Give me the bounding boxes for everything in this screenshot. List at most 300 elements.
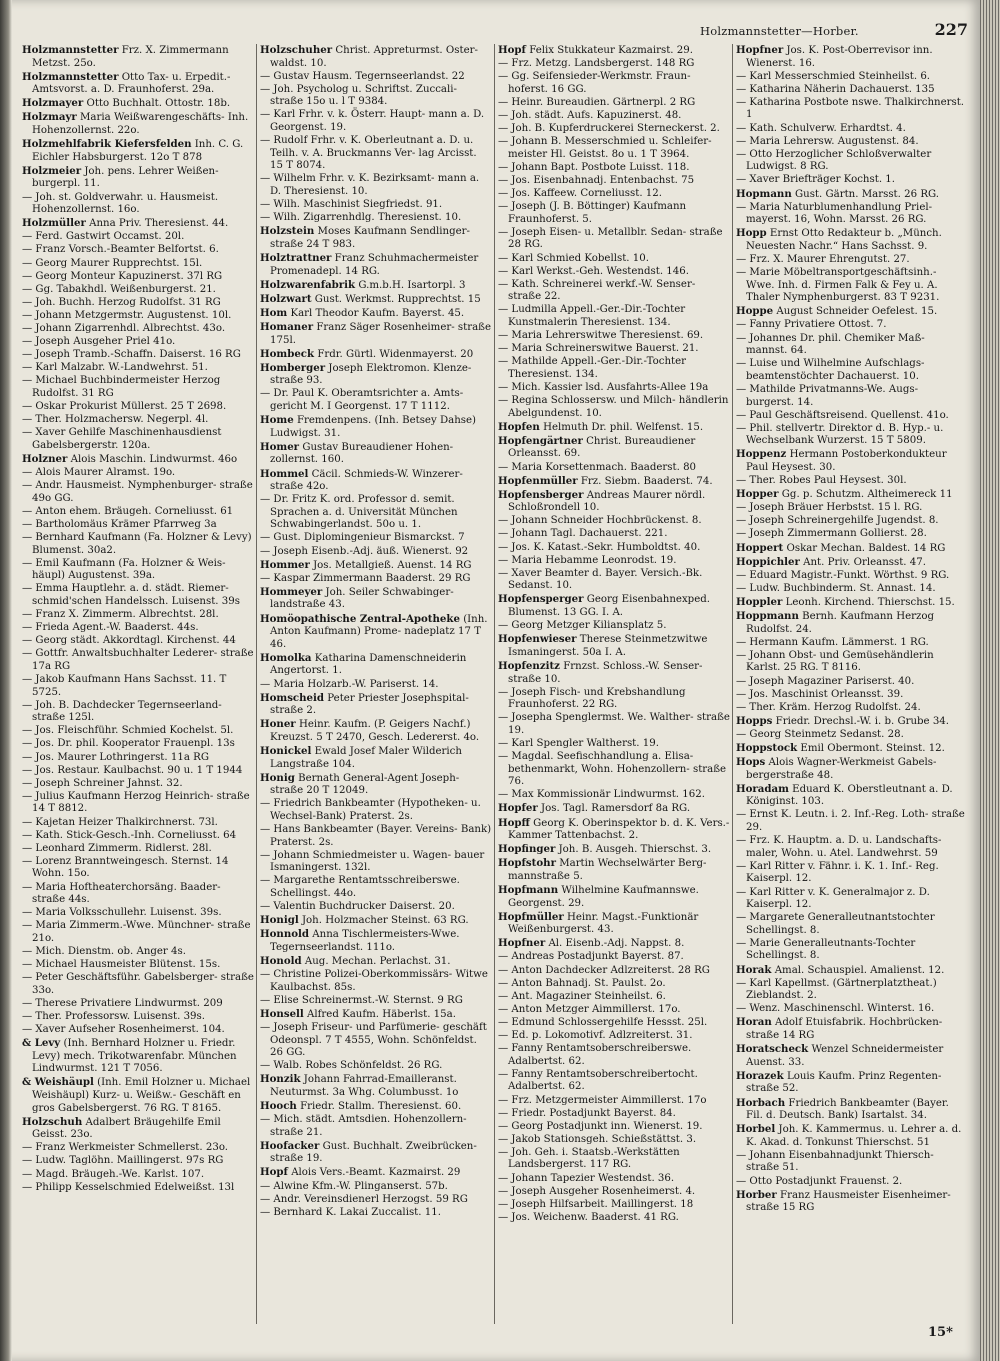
- directory-entry: [736, 783, 968, 809]
- directory-entry: [736, 938, 968, 963]
- entry-details: — Eduard Magistr.-Funkt. Wörthst. 9 RG.: [736, 569, 950, 581]
- entry-details: Alois Maschin. Lindwurmst. 46o: [70, 453, 238, 465]
- entry-details: — Valentin Buchdrucker Daiserst. 20.: [260, 901, 455, 913]
- entry-details: — Frz. K. Hauptm. a. D. u. Landschafts- maler, Wohn. u. Atel. Landwehrst. 59: [736, 835, 942, 859]
- entry-surname: Hopfen: [498, 420, 540, 433]
- column-4: [736, 44, 968, 1215]
- entry-details: Joh. Holzmacher Steinst. 63 RG.: [301, 915, 469, 927]
- entry-details: Alois Vers.-Beamt. Kazmairst. 29: [291, 1167, 461, 1179]
- entry-details: — Anton Metzger Aimmillerst. 17o.: [498, 1003, 681, 1015]
- directory-entry: [22, 1116, 254, 1142]
- entry-details: — Maria Volksschullehr. Luisenst. 39s.: [22, 907, 222, 919]
- column-divider: [256, 44, 257, 1324]
- entry-details: — Frz. X. Maurer Ehrengutst. 27.: [736, 254, 910, 265]
- entry-details: Joh. Seiler Schwabinger- landstraße 43.: [270, 586, 454, 611]
- entry-surname: Honickel: [260, 744, 312, 757]
- directory-entry: [260, 414, 492, 440]
- directory-entry: [736, 570, 968, 583]
- entry-surname: Hoppenz: [736, 448, 787, 461]
- entry-details: — Maria Hebamme Leonrodst. 19.: [498, 554, 677, 566]
- entry-details: — Karl Spengler Waltherst. 19.: [498, 737, 659, 749]
- entry-details: — Ludw. Buchbinderm. St. Annast. 14.: [736, 582, 936, 594]
- directory-entry: [736, 689, 968, 702]
- directory-entry: [498, 951, 730, 964]
- directory-entry: [260, 969, 492, 994]
- directory-entry: [736, 912, 968, 937]
- entry-details: Wenzel Schneidermeister Auenst. 33.: [746, 1044, 944, 1068]
- directory-entry: [22, 244, 254, 257]
- directory-entry: [260, 321, 492, 347]
- entry-details: Gust. Gärtn. Marsst. 26 RG.: [795, 188, 939, 200]
- directory-entry: [736, 202, 968, 227]
- entry-surname: Hopper: [736, 488, 779, 501]
- directory-entry: [260, 212, 492, 225]
- entry-details: Otto Buchhalt. Ottostr. 18b.: [86, 98, 231, 110]
- directory-entry: [260, 850, 492, 875]
- directory-entry: [736, 410, 968, 423]
- entry-details: — Johann Schmiedmeister u. Wagen- bauer Ismaningerst. 132l.: [260, 849, 485, 874]
- entry-details: — Jos. Kaffeew. Corneliusst. 12.: [498, 188, 663, 200]
- directory-entry: [736, 528, 968, 541]
- directory-entry: [498, 44, 730, 58]
- directory-entry: [498, 593, 730, 619]
- directory-entry: [260, 586, 492, 612]
- entry-details: Christ. Bureaudiener Orleansst. 69.: [508, 435, 696, 460]
- directory-entry: [498, 475, 730, 489]
- directory-entry: [498, 1030, 730, 1043]
- directory-entry: [22, 1011, 254, 1024]
- entry-details: Franz Hausmeister Eisenheimer- straße 15 RG: [746, 1189, 951, 1214]
- entry-details: — Maria Korsettenmach. Baaderst. 80: [498, 461, 697, 473]
- entry-surname: Homscheid: [260, 691, 325, 704]
- directory-entry: [498, 1121, 730, 1134]
- entry-details: — Max Kommissionär Lindwurmst. 162.: [498, 789, 705, 801]
- entry-surname: Hops: [736, 756, 766, 769]
- entry-details: Moses Kaufmann Sendlinger- straße 24 T 983.: [270, 226, 470, 250]
- entry-details: — Katharina Näherin Dachauerst. 135: [736, 83, 935, 95]
- entry-details: — Julius Kaufmann Herzog Heinrich- straße 14 T 8812.: [22, 790, 250, 815]
- entry-details: — Karl Schmied Kobellst. 10.: [498, 252, 649, 264]
- directory-entry: [22, 284, 254, 297]
- entry-details: — Michael Hausmeister Blütenst. 15s.: [22, 959, 221, 971]
- entry-details: — Fanny Rentamtsoberschreiberswe. Adalbertst. 62.: [498, 1043, 692, 1067]
- directory-entry: [498, 343, 730, 356]
- directory-entry: [498, 266, 730, 279]
- directory-entry: [260, 613, 492, 652]
- directory-entry: [260, 307, 492, 321]
- entry-surname: Home: [260, 414, 294, 427]
- entry-details: — Jos. Maurer Lothringerst. 11a RG: [22, 751, 209, 763]
- entry-details: — Josepha Spenglermst. We. Walther- straße 19.: [498, 712, 730, 736]
- directory-entry: [736, 1176, 968, 1189]
- directory-entry: [498, 136, 730, 161]
- entry-surname: & Weishäupl: [22, 1076, 94, 1089]
- directory-entry: [260, 772, 492, 798]
- entry-details: — Dr. Fritz K. ord. Professor d. semit. Sprachen a. d. Universität München Schwabingerlandst. 50o u. 1.: [260, 494, 458, 531]
- entry-details: Bernath General-Agent Joseph- straße 20 T 12049.: [270, 772, 460, 797]
- entry-details: — Kaspar Zimmermann Baaderst. 29 RG: [260, 572, 471, 584]
- directory-entry: [498, 1017, 730, 1030]
- entry-details: — Johann Tapezier Westendst. 36.: [498, 1172, 675, 1184]
- directory-entry: [22, 609, 254, 622]
- directory-entry: [260, 914, 492, 928]
- directory-entry: [736, 71, 968, 84]
- entry-details: — Georg Maurer Rupprechtst. 15l.: [22, 257, 203, 269]
- entry-details: — Johann Metzgermstr. Augustenst. 10l.: [22, 309, 232, 321]
- entry-surname: & Levy: [22, 1037, 61, 1050]
- directory-entry: [260, 692, 492, 718]
- entry-surname: Holzschuh: [22, 1115, 83, 1128]
- entry-details: — Margarethe Rentamtsschreiberswe. Schellingst. 44o.: [260, 875, 460, 899]
- entry-details: Martin Wechselwärter Berg- mannstraße 5.: [508, 858, 707, 882]
- page-stack-edge: [980, 0, 1000, 1361]
- entry-details: — Joh. städt. Aufs. Kapuzinerst. 48.: [498, 109, 682, 121]
- directory-entry: [22, 138, 254, 164]
- directory-entry: [736, 488, 968, 502]
- entry-surname: Holzmeier: [22, 164, 82, 177]
- directory-entry: [22, 725, 254, 738]
- entry-surname: Hopfer: [498, 802, 538, 815]
- directory-entry: [498, 201, 730, 226]
- entry-details: Christ. Appreturmst. Oster- waldst. 10.: [270, 45, 478, 69]
- entry-details: — Mich. städt. Amtsdien. Hohenzollern- straße 21.: [260, 1114, 467, 1138]
- entry-details: Jos. K. Post-Oberrevisor inn. Wienerst. 16.: [746, 45, 933, 69]
- directory-entry: [498, 802, 730, 816]
- entry-details: — Franz Vorsch.-Beamter Belfortst. 6.: [22, 244, 219, 256]
- directory-entry: [736, 715, 968, 729]
- directory-entry: [22, 401, 254, 414]
- entry-details: — Ther. Holzmachersw. Negerpl. 4l.: [22, 414, 209, 426]
- directory-entry: [498, 1212, 730, 1225]
- directory-entry: [22, 907, 254, 920]
- entry-surname: Holzstein: [260, 225, 315, 238]
- entry-details: — Joseph Ausgeher Rosenheimerst. 4.: [498, 1185, 696, 1197]
- entry-details: — Wenz. Maschinenschl. Winterst. 16.: [736, 1003, 935, 1015]
- directory-entry: [736, 964, 968, 978]
- directory-entry: [22, 959, 254, 972]
- directory-entry: [260, 1194, 492, 1207]
- entry-details: — Gustav Hausm. Tegernseerlandst. 22: [260, 70, 465, 82]
- directory-entry: [22, 830, 254, 843]
- entry-surname: Honzik: [260, 1073, 301, 1086]
- entry-details: — Joseph Tramb.-Schaffn. Daiserst. 16 RG: [22, 349, 241, 361]
- entry-details: — Lorenz Branntweingesch. Sternst. 14 Wohn. 15o.: [22, 855, 229, 880]
- entry-details: — Ther. Kräm. Herzog Rudolfst. 24.: [736, 701, 921, 713]
- entry-details: — Joh. B. Kupferdruckerei Sterneckerst. 2.: [498, 123, 720, 135]
- directory-entry: [736, 1043, 968, 1069]
- entry-details: Eduard K. Oberstleutnant a. D. Königinst. 103.: [746, 783, 953, 808]
- directory-entry: [260, 173, 492, 198]
- directory-entry: [736, 267, 968, 305]
- directory-entry: [498, 1199, 730, 1212]
- directory-entry: [736, 887, 968, 912]
- entry-surname: Hoppe: [736, 305, 774, 318]
- entry-surname: Horbach: [736, 1096, 786, 1109]
- entry-details: — Walb. Robes Schönfeldst. 26 RG.: [260, 1060, 443, 1072]
- entry-details: — Joh. Psycholog u. Schriftst. Zuccali- straße 15o u. l T 9384.: [260, 83, 457, 108]
- entry-details: (Inh. Anton Kaufmann) Prome- nadeplatz 17 T 46.: [270, 613, 488, 650]
- entry-surname: Hommer: [260, 558, 310, 571]
- directory-entry: [260, 532, 492, 545]
- directory-entry: [260, 1114, 492, 1139]
- directory-entry: [736, 861, 968, 886]
- entry-details: Alois Wagner-Werkmeist Gabels- bergerstraße 48.: [746, 757, 937, 781]
- entry-details: — Alois Maurer Alramst. 19o.: [22, 467, 176, 478]
- entry-details: Joh. pens. Lehrer Weißen- burgerpl. 11.: [32, 165, 219, 190]
- entry-surname: Horak: [736, 963, 772, 976]
- entry-details: — Georg städt. Akkordtagl. Kirchenst. 44: [22, 635, 236, 647]
- entry-details: — Johann B. Messerschmied u. Schleifer- meister Hl. Geistst. 8o u. 1 T 3964.: [498, 136, 712, 160]
- directory-entry: [498, 330, 730, 343]
- entry-details: — Karl Kapellmst. (Gärtnerplatztheat.) Zieblandst. 2.: [736, 977, 937, 1002]
- entry-details: — Karl Ritter v. K. Generalmajor z. D. Kaiserpl. 12.: [736, 886, 930, 911]
- directory-entry: [498, 188, 730, 201]
- entry-details: Inh. C. G. Eichler Habsburgerst. 12o T 878: [32, 139, 244, 163]
- directory-entry: [736, 1123, 968, 1149]
- entry-details: — Friedrich Bankbeamter (Hypotheken- u. Wechsel-Bank) Praterst. 2s.: [260, 798, 481, 822]
- entry-details: — Magd. Bräugeh.-We. Karlst. 107.: [22, 1168, 205, 1180]
- entry-surname: Holzmayr: [22, 111, 77, 124]
- column-divider: [732, 44, 733, 1324]
- entry-details: — Andr. Hausmeist. Nymphenburger- straße 49o GG.: [22, 480, 253, 504]
- entry-details: Friedr. Drechsl.-W. i. b. Grube 34.: [775, 715, 950, 727]
- directory-entry: [498, 884, 730, 910]
- directory-entry: [736, 1097, 968, 1123]
- directory-entry: [260, 468, 492, 494]
- entry-details: Adalbert Bräugehilfe Emil Geisst. 23o.: [32, 1116, 221, 1141]
- directory-entry: [22, 791, 254, 816]
- entry-details: — Franz X. Zimmerm. Albrechtst. 28l.: [22, 609, 219, 621]
- entry-details: — Kajetan Heizer Thalkirchnerst. 73l.: [22, 816, 218, 828]
- entry-details: Frz. X. Zimmermann Metzst. 25o.: [32, 45, 229, 69]
- entry-details: — Heinr. Bureaudien. Gärtnerpl. 2 RG: [498, 96, 696, 108]
- directory-entry: [498, 937, 730, 951]
- directory-entry: [498, 555, 730, 568]
- entry-details: — Karl Malzabr. W.-Landwehrst. 51.: [22, 362, 208, 374]
- entry-surname: Hopfner: [736, 44, 784, 56]
- entry-details: — Paul Geschäftsreisend. Quellenst. 41o.: [736, 409, 949, 421]
- entry-details: (Inh. Emil Holzner u. Michael Weishäupl) Kurz- u. Weißw.- Geschäft en gros Gabelsbergerst. 76 RG. T 8165.: [32, 1077, 251, 1114]
- directory-entry: [22, 765, 254, 778]
- directory-entry: [260, 875, 492, 900]
- directory-entry: [736, 333, 968, 358]
- entry-details: — Kath. Schreinerei werkf.-W. Senser- straße 22.: [498, 278, 696, 303]
- entry-details: — Johann Obst- und Gemüsehändlerin Karlst. 25 RG. T 8116.: [736, 649, 934, 674]
- entry-surname: Hopmann: [736, 187, 792, 200]
- directory-entry: [22, 752, 254, 765]
- entry-details: — Anton Dachdecker Adlzreiterst. 28 RG: [498, 964, 710, 976]
- directory-entry: [736, 596, 968, 610]
- entry-details: Al. Eisenb.-Adj. Nappst. 8.: [548, 938, 685, 950]
- entry-details: — Johann Eisenbahnadjunkt Thiersch- straße 51.: [736, 1149, 934, 1174]
- entry-details: — Georg Metzger Kiliansplatz 5.: [498, 620, 667, 632]
- entry-details: — Luise und Wilhelmine Aufschlags- beamtenstöchter Dachauerst. 10.: [736, 358, 925, 382]
- entry-surname: Homöopathische Zentral-Apotheke: [260, 612, 460, 625]
- directory-entry: [22, 192, 254, 217]
- directory-entry: [498, 1186, 730, 1199]
- entry-surname: Horatscheck: [736, 1043, 809, 1056]
- entry-details: — Jos. Restaur. Kaulbachst. 90 u. 1 T 1944: [22, 764, 243, 776]
- directory-entry: [22, 1155, 254, 1168]
- directory-entry: [736, 44, 968, 70]
- entry-details: — Joseph Hilfsarbeit. Maillingerst. 18: [498, 1198, 694, 1210]
- entry-details: — Emil Kaufmann (Fa. Holzner & Weis- häupl) Augustenst. 39a.: [22, 557, 226, 582]
- directory-entry: [22, 323, 254, 336]
- entry-details: — Kath. Schulverw. Erhardtst. 4.: [736, 122, 906, 134]
- directory-entry: [498, 1173, 730, 1186]
- entry-details: (Inh. Bernhard Holzner u. Friedr. Levy) mech. Trikotwarenfabr. München Lindwurmst. 121 T 7056.: [32, 1038, 237, 1075]
- entry-details: — Regina Schlossersw. und Milch- händlerin Abelgundenst. 10.: [498, 395, 729, 419]
- directory-entry: [22, 97, 254, 111]
- entry-details: — Jos. Eisenbahnadj. Entenbachst. 75: [498, 174, 695, 186]
- entry-details: Louis Kaufm. Prinz Regenten- straße 52.: [746, 1070, 942, 1095]
- entry-details: Gustav Bureaudiener Hohen- zollernst. 160.: [270, 441, 454, 466]
- column-divider: [494, 44, 495, 1324]
- directory-entry: [736, 384, 968, 409]
- entry-details: — Jakob Stationsgeh. Schießstättst. 3.: [498, 1133, 697, 1145]
- directory-entry: [260, 1207, 492, 1220]
- entry-details: Ernst Otto Redakteur b. „Münch. Neuesten Nachr.“ Hans Sachsst. 9.: [746, 228, 942, 252]
- directory-entry: [498, 1134, 730, 1147]
- entry-surname: Horazek: [736, 1069, 784, 1082]
- directory-entry: [22, 71, 254, 97]
- directory-entry: [736, 305, 968, 319]
- directory-entry: [22, 1076, 254, 1115]
- directory-entry: [498, 751, 730, 789]
- entry-surname: Honold: [260, 954, 302, 967]
- directory-entry: [498, 253, 730, 266]
- entry-details: Anna Tischlermeisters-Wwe. Tegernseerlandst. 111o.: [270, 929, 460, 953]
- entry-surname: Hopfinger: [498, 843, 556, 856]
- directory-entry: [498, 857, 730, 883]
- directory-entry: [498, 395, 730, 420]
- entry-details: — Maria Lehrersw. Augustenst. 84.: [736, 135, 919, 147]
- entry-details: — Johannes Dr. phil. Chemiker Maß- mannst. 64.: [736, 332, 925, 357]
- directory-entry: [260, 348, 492, 362]
- entry-details: Andreas Maurer nördl. Schloßrondell 10.: [508, 489, 706, 514]
- directory-entry: [22, 310, 254, 323]
- entry-details: — Frz. Metzgermeister Aimmillerst. 17o: [498, 1094, 707, 1106]
- column-2: [260, 44, 492, 1220]
- directory-entry: [22, 427, 254, 452]
- entry-surname: Holzmayer: [22, 97, 84, 110]
- directory-entry: [736, 676, 968, 689]
- entry-details: — Ther. Professorsw. Luisenst. 39s.: [22, 1010, 205, 1022]
- directory-entry: [736, 149, 968, 174]
- entry-details: — Margarete Generalleutnantstochter Schellingst. 8.: [736, 912, 935, 936]
- entry-details: — Gottfr. Anwaltsbuchhalter Lederer- straße 17a RG: [22, 648, 254, 672]
- directory-entry: [736, 1070, 968, 1096]
- directory-entry: [260, 1073, 492, 1099]
- directory-entry: [260, 135, 492, 173]
- directory-entry: [260, 824, 492, 849]
- entry-details: — Elise Schreinermst.-W. Sternst. 9 RG: [260, 994, 463, 1006]
- entry-details: — Anton Bahnadj. St. Paulst. 2o.: [498, 977, 666, 989]
- entry-details: G.m.b.H. Isartorpl. 3: [358, 279, 466, 291]
- directory-entry: [498, 421, 730, 435]
- entry-surname: Horber: [736, 1188, 777, 1201]
- directory-entry: [260, 279, 492, 293]
- entry-details: — Fanny Privatiere Ottost. 7.: [736, 319, 887, 331]
- directory-entry: [736, 1189, 968, 1215]
- directory-entry: [260, 109, 492, 134]
- directory-entry: [22, 700, 254, 725]
- entry-details: — Xaver Gehilfe Maschinenhausdienst Gabelsbergerstr. 120a.: [22, 427, 222, 451]
- entry-details: — Alwine Kfm.-W. Plinganserst. 57b.: [260, 1180, 448, 1192]
- directory-entry: [736, 1016, 968, 1042]
- entry-details: — Magdal. Seefischhandlung a. Elisa- bethenmarkt, Wohn. Hohenzollern- straße 76.: [498, 751, 727, 788]
- directory-entry: [260, 1060, 492, 1073]
- directory-entry: [736, 1150, 968, 1175]
- entry-details: Leonh. Kirchend. Thierschst. 15.: [785, 596, 955, 608]
- directory-entry: [498, 71, 730, 96]
- signature-mark: 15*: [928, 1325, 953, 1340]
- entry-surname: Hopfmüller: [498, 910, 564, 923]
- directory-entry: [736, 978, 968, 1003]
- directory-entry: [736, 358, 968, 383]
- directory-entry: [498, 1108, 730, 1121]
- entry-details: — Oskar Prokurist Müllerst. 25 T 2698.: [22, 401, 227, 413]
- entry-details: Frz. Siebm. Baaderst. 74.: [580, 475, 713, 487]
- entry-details: — Wilhelm Frhr. v. K. Bezirksamt- mann a. D. Theresienst. 10.: [260, 173, 480, 198]
- directory-entry: [260, 652, 492, 678]
- entry-details: Wilhelmine Kaufmannswe. Georgenst. 29.: [508, 885, 699, 909]
- directory-entry: [498, 843, 730, 857]
- entry-details: — Xaver Beamter d. Bayer. Versich.-Bk. Sedanst. 10.: [498, 567, 703, 592]
- directory-entry: [22, 1024, 254, 1037]
- directory-entry: [736, 637, 968, 650]
- directory-entry: [498, 110, 730, 123]
- entry-details: Felix Stukkateur Kazmairst. 29.: [529, 45, 693, 56]
- entry-surname: Hoppler: [736, 595, 783, 608]
- directory-entry: [736, 254, 968, 267]
- directory-entry: [260, 1008, 492, 1022]
- directory-entry: [498, 978, 730, 991]
- entry-details: Gg. p. Schutzm. Altheimereck 11: [781, 489, 953, 501]
- entry-details: Aug. Mechan. Perlachst. 31.: [304, 955, 451, 967]
- directory-entry: [498, 123, 730, 136]
- entry-surname: Hoppstock: [736, 741, 798, 754]
- directory-entry: [260, 1100, 492, 1114]
- directory-entry: [498, 965, 730, 978]
- directory-entry: [22, 349, 254, 362]
- entry-details: Gust. Werkmst. Rupprechtst. 15: [314, 293, 481, 305]
- entry-details: Peter Priester Josephspital- straße 2.: [270, 692, 469, 717]
- entry-details: — Peter Geschäftsführ. Gabelsberger- straße 33o.: [22, 972, 254, 996]
- entry-details: — Maria Lehrerswitwe Theresienst. 69.: [498, 330, 704, 342]
- entry-details: Heinr. Magst.-Funktionär Weißenburgerst. 43.: [508, 911, 699, 936]
- entry-surname: Holzwarenfabrik: [260, 278, 356, 291]
- entry-details: — Maria Zimmerm.-Wwe. Münchner- straße 21o.: [22, 920, 251, 944]
- entry-details: Katharina Damenschneiderin Angertorst. 1.: [270, 652, 467, 677]
- entry-details: — Otto Herzoglicher Schloßverwalter Ludwigst. 8 RG.: [736, 148, 932, 173]
- directory-entry: [260, 199, 492, 212]
- directory-entry: [260, 388, 492, 413]
- entry-surname: Holzmüller: [22, 217, 86, 230]
- entry-details: — Hermann Kaufm. Lämmerst. 1 RG.: [736, 636, 929, 648]
- entry-surname: Hooch: [260, 1100, 297, 1112]
- directory-entry: [22, 414, 254, 427]
- entry-details: — Karl Frhr. v. k. Österr. Haupt- mann a. D. Georgenst. 19.: [260, 109, 485, 134]
- directory-entry: [260, 798, 492, 823]
- entry-details: — Marie Generalleutnants-Tochter Schellingst. 8.: [736, 937, 916, 962]
- directory-entry: [736, 729, 968, 742]
- directory-entry: [22, 1182, 254, 1195]
- entry-details: — Xaver Aufseher Rosenheimerst. 104.: [22, 1024, 225, 1036]
- entry-details: — Jos. K. Katast.-Sekr. Humboldtst. 40.: [498, 541, 701, 553]
- directory-entry: [498, 633, 730, 659]
- directory-entry: [22, 635, 254, 648]
